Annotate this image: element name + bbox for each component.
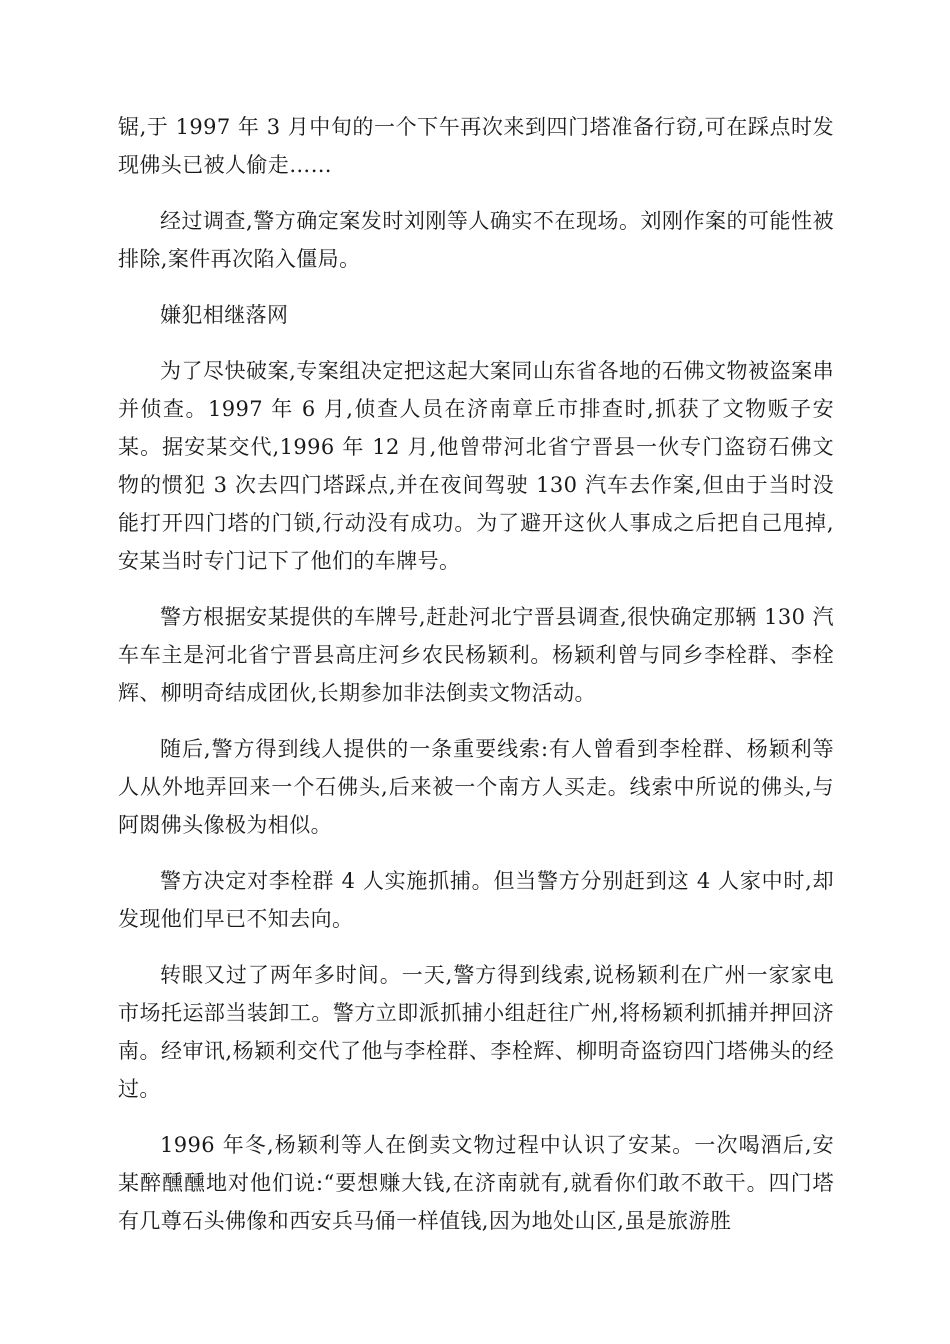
paragraph: 1996 年冬,杨颖利等人在倒卖文物过程中认识了安某。一次喝酒后,安某醉醺醺地对他们说:“要想赚大钱,在济南就有,就看你们敢不敢干。四门塔有几尊石头佛像和西安兵马俑一样值钱,因为地处山区,虽是旅游胜: [118, 1133, 834, 1233]
paragraph: 为了尽快破案,专案组决定把这起大案同山东省各地的石佛文物被盗案串并侦查。1997 年 6 月,侦查人员在济南章丘市排查时,抓获了文物贩子安某。据安某交代,1996 年 12 月,他曾带河北省宁晋县一伙专门盗窃石佛文物的惯犯 3 次去四门塔踩点,并在夜间驾驶 130 汽车去作案,但由于当时没能打开四门塔的门锁,行动没有成功。为了避开这伙人事成之后把自己甩掉,安某当时专门记下了他们的车牌号。: [118, 359, 834, 573]
paragraph: 警方根据安某提供的车牌号,赶赴河北宁晋县调查,很快确定那辆 130 汽车车主是河北省宁晋县高庄河乡农民杨颖利。杨颖利曾与同乡李栓群、李栓辉、柳明奇结成团伙,长期参加非法倒卖文物活动。: [118, 605, 834, 705]
paragraph: 转眼又过了两年多时间。一天,警方得到线索,说杨颖利在广州一家家电市场托运部当装卸工。警方立即派抓捕小组赶往广州,将杨颖利抓捕并押回济南。经审讯,杨颖利交代了他与李栓群、李栓辉、柳明奇盗窃四门塔佛头的经过。: [118, 963, 834, 1101]
paragraph: 警方决定对李栓群 4 人实施抓捕。但当警方分别赶到这 4 人家中时,却发现他们早已不知去向。: [118, 869, 834, 931]
paragraph-continuation: 锯,于 1997 年 3 月中旬的一个下午再次来到四门塔准备行窃,可在踩点时发现佛头已被人偷走……: [118, 115, 835, 177]
article-body: [118, 108, 834, 1258]
paragraph: 经过调查,警方确定案发时刘刚等人确实不在现场。刘刚作案的可能性被排除,案件再次陷入僵局。: [118, 209, 834, 271]
section-heading: 嫌犯相继落网: [160, 303, 289, 327]
paragraph: 随后,警方得到线人提供的一条重要线索:有人曾看到李栓群、杨颖利等人从外地弄回来一个石佛头,后来被一个南方人买走。线索中所说的佛头,与阿閦佛头像极为相似。: [118, 737, 834, 837]
